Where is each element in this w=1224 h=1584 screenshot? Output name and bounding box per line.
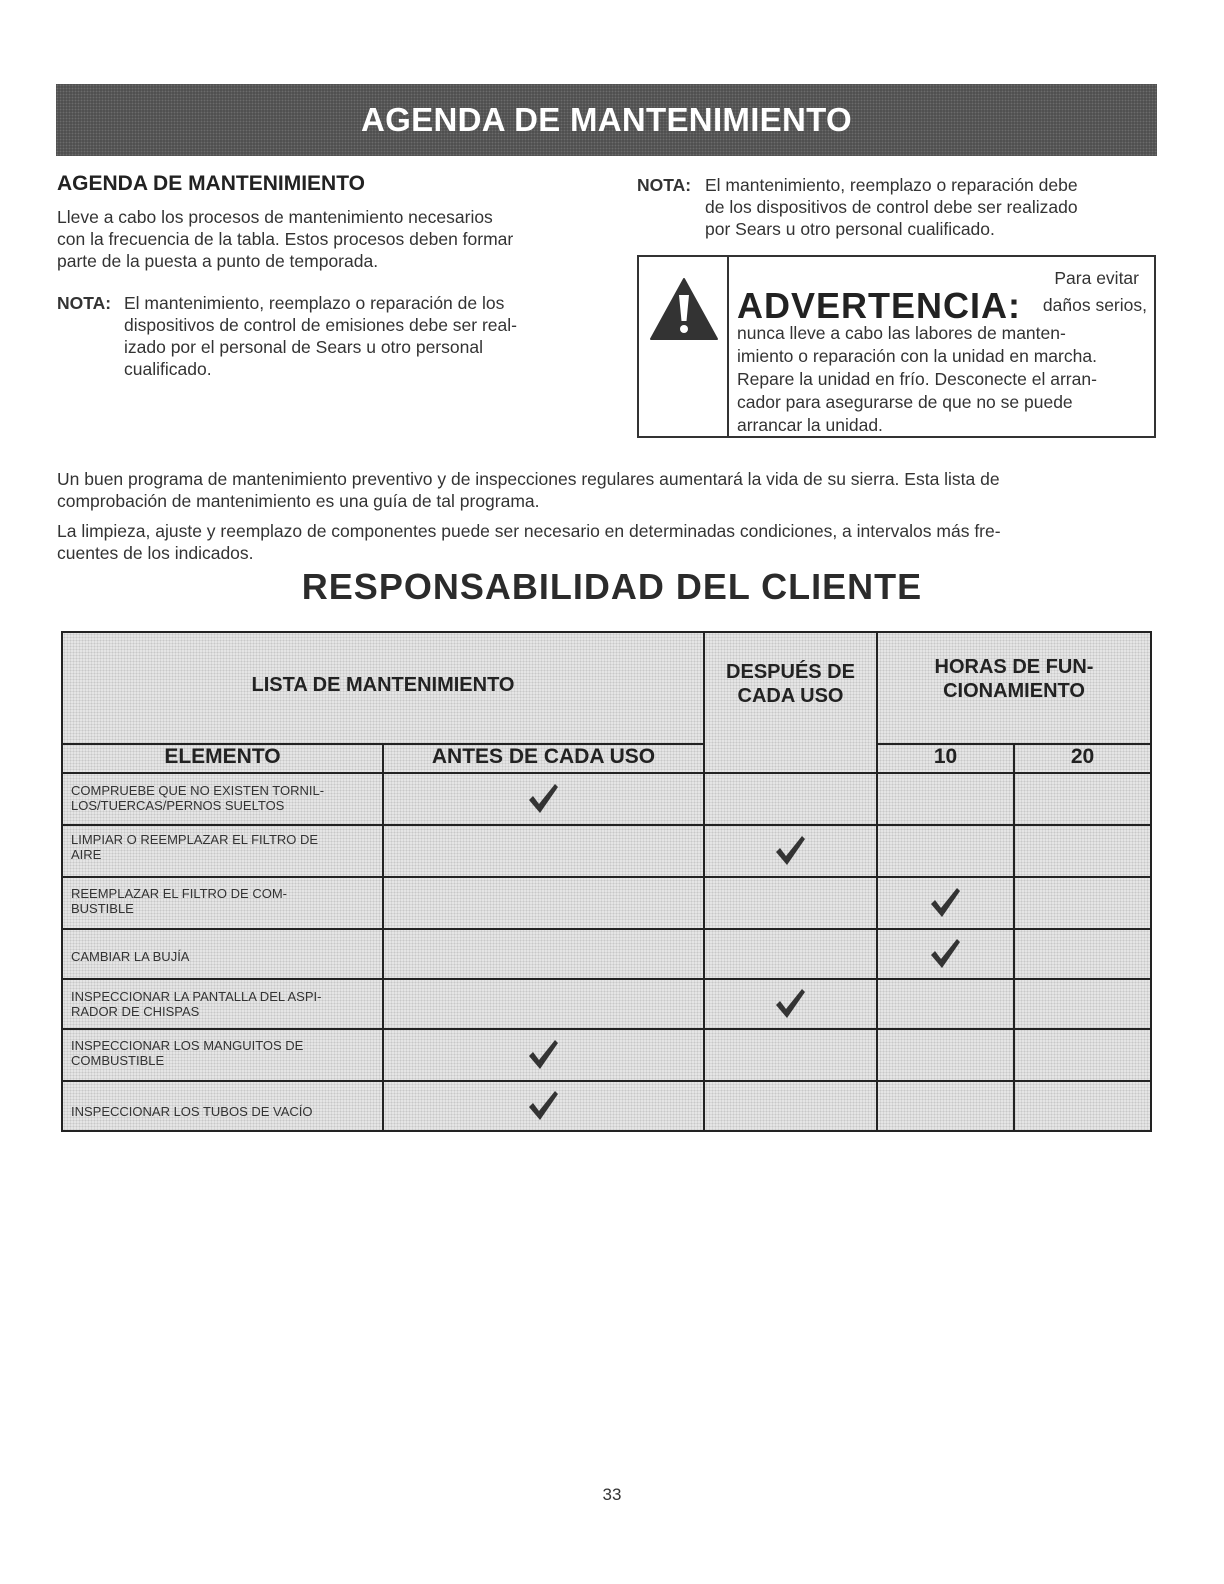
header-line: DESPUÉS DE bbox=[726, 661, 855, 683]
header-horas bbox=[878, 655, 1150, 703]
nota-line: de los dispositivos de control debe ser realizado bbox=[705, 197, 1078, 217]
row-label-line: COMBUSTIBLE bbox=[71, 1053, 165, 1068]
col-elemento: ELEMENTO bbox=[164, 745, 281, 768]
row-label-line: LOS/TUERCAS/PERNOS SUELTOS bbox=[71, 798, 285, 813]
row-divider bbox=[63, 876, 1150, 878]
nota-line: dispositivos de control de emisiones debe ser real- bbox=[124, 315, 517, 335]
row-label-line: COMPRUEBE QUE NO EXISTEN TORNIL- bbox=[71, 783, 325, 798]
row-divider bbox=[63, 978, 1150, 980]
warning-line: Repare la unidad en frío. Desconecte el arran- bbox=[737, 369, 1097, 389]
checkmark-icon bbox=[929, 887, 961, 919]
checkmark-icon bbox=[527, 783, 559, 815]
col-divider bbox=[382, 743, 384, 1130]
intro-line: Lleve a cabo los procesos de mantenimiento necesarios bbox=[57, 207, 493, 227]
warning-box bbox=[637, 255, 1156, 438]
paragraph-line: Un buen programa de mantenimiento preventivo y de inspecciones regulares aumentará la vida de su sierra. Esta lista de bbox=[57, 469, 1000, 489]
warning-body bbox=[737, 322, 1157, 437]
row-label bbox=[71, 1104, 376, 1119]
row-label-line: INSPECCIONAR LOS TUBOS DE VACÍO bbox=[71, 1104, 313, 1119]
header-divider bbox=[63, 772, 1150, 774]
row-label bbox=[71, 783, 376, 813]
section-heading: AGENDA DE MANTENIMIENTO bbox=[57, 172, 366, 195]
warning-pre: Para evitar bbox=[1054, 268, 1139, 288]
row-label-line: AIRE bbox=[71, 847, 102, 862]
checkmark-icon bbox=[527, 1090, 559, 1122]
nota-line: El mantenimiento, reemplazo o reparación de los bbox=[124, 293, 505, 313]
row-label bbox=[71, 886, 376, 916]
nota-right bbox=[637, 174, 1157, 240]
intro-line: parte de la puesta a punto de temporada. bbox=[57, 251, 379, 271]
paragraph-line: comprobación de mantenimiento es una guía de tal programa. bbox=[57, 491, 540, 511]
header-line: CADA USO bbox=[737, 685, 844, 707]
row-label bbox=[71, 832, 376, 862]
paragraph-2 bbox=[57, 520, 1167, 564]
checkmark-icon bbox=[929, 938, 961, 970]
nota-label: NOTA: bbox=[637, 175, 692, 195]
header-despues bbox=[705, 660, 876, 708]
nota-line: cualificado. bbox=[124, 359, 212, 379]
warning-line: imiento o reparación con la unidad en marcha. bbox=[737, 346, 1097, 366]
row-divider bbox=[63, 1080, 1150, 1082]
row-label-line: LIMPIAR O REEMPLAZAR EL FILTRO DE bbox=[71, 832, 319, 847]
col-antes: ANTES DE CADA USO bbox=[431, 745, 656, 768]
warning-line: cador para asegurarse de que no se puede bbox=[737, 392, 1073, 412]
maintenance-table bbox=[61, 631, 1152, 1132]
warning-triangle-icon bbox=[649, 277, 719, 341]
nota-line: por Sears u otro personal cualificado. bbox=[705, 219, 995, 239]
header-line: HORAS DE FUN- bbox=[934, 656, 1094, 678]
warning-divider bbox=[727, 257, 729, 436]
nota-left bbox=[57, 292, 597, 380]
col-10: 10 bbox=[933, 745, 958, 768]
row-divider bbox=[63, 824, 1150, 826]
row-label-line: INSPECCIONAR LA PANTALLA DEL ASPI- bbox=[71, 989, 322, 1004]
paragraph-line: La limpieza, ajuste y reemplazo de componentes puede ser necesario en determinadas condiciones, a intervalos más fre- bbox=[57, 521, 1001, 541]
warning-title-suffix: daños serios, bbox=[1042, 295, 1147, 315]
header-line: CIONAMIENTO bbox=[943, 680, 1085, 702]
row-label-line: RADOR DE CHISPAS bbox=[71, 1004, 200, 1019]
col-divider bbox=[1013, 743, 1015, 1130]
nota-line: El mantenimiento, reemplazo o reparación debe bbox=[705, 175, 1078, 195]
paragraph-1 bbox=[57, 468, 1167, 512]
warning-title: ADVERTENCIA: bbox=[737, 285, 1022, 326]
nota-label: NOTA: bbox=[57, 293, 112, 313]
intro-text bbox=[57, 206, 577, 272]
page-banner bbox=[56, 84, 1157, 156]
checkmark-icon bbox=[774, 988, 806, 1020]
row-label-line: REEMPLAZAR EL FILTRO DE COM- bbox=[71, 886, 287, 901]
checkmark-icon bbox=[527, 1039, 559, 1071]
warning-line: nunca lleve a cabo las labores de manten- bbox=[737, 323, 1066, 343]
row-divider bbox=[63, 1028, 1150, 1030]
warning-line: arrancar la unidad. bbox=[737, 415, 883, 435]
row-label bbox=[71, 949, 376, 964]
paragraph-line: cuentes de los indicados. bbox=[57, 543, 254, 563]
page-number: 33 bbox=[602, 1485, 622, 1504]
checkmark-icon bbox=[774, 835, 806, 867]
main-title: RESPONSABILIDAD DEL CLIENTE bbox=[301, 566, 923, 607]
row-divider bbox=[63, 928, 1150, 930]
header-lista: LISTA DE MANTENIMIENTO bbox=[251, 674, 515, 696]
col-20: 20 bbox=[1070, 745, 1095, 768]
row-label bbox=[71, 989, 376, 1019]
row-label bbox=[71, 1038, 376, 1068]
banner-title: AGENDA DE MANTENIMIENTO bbox=[361, 101, 852, 138]
col-divider bbox=[876, 633, 878, 1130]
row-label-line: CAMBIAR LA BUJÍA bbox=[71, 949, 190, 964]
row-label-line: BUSTIBLE bbox=[71, 901, 134, 916]
row-label-line: INSPECCIONAR LOS MANGUITOS DE bbox=[71, 1038, 304, 1053]
nota-line: izado por el personal de Sears u otro personal bbox=[124, 337, 483, 357]
intro-line: con la frecuencia de la tabla. Estos procesos deben formar bbox=[57, 229, 514, 249]
